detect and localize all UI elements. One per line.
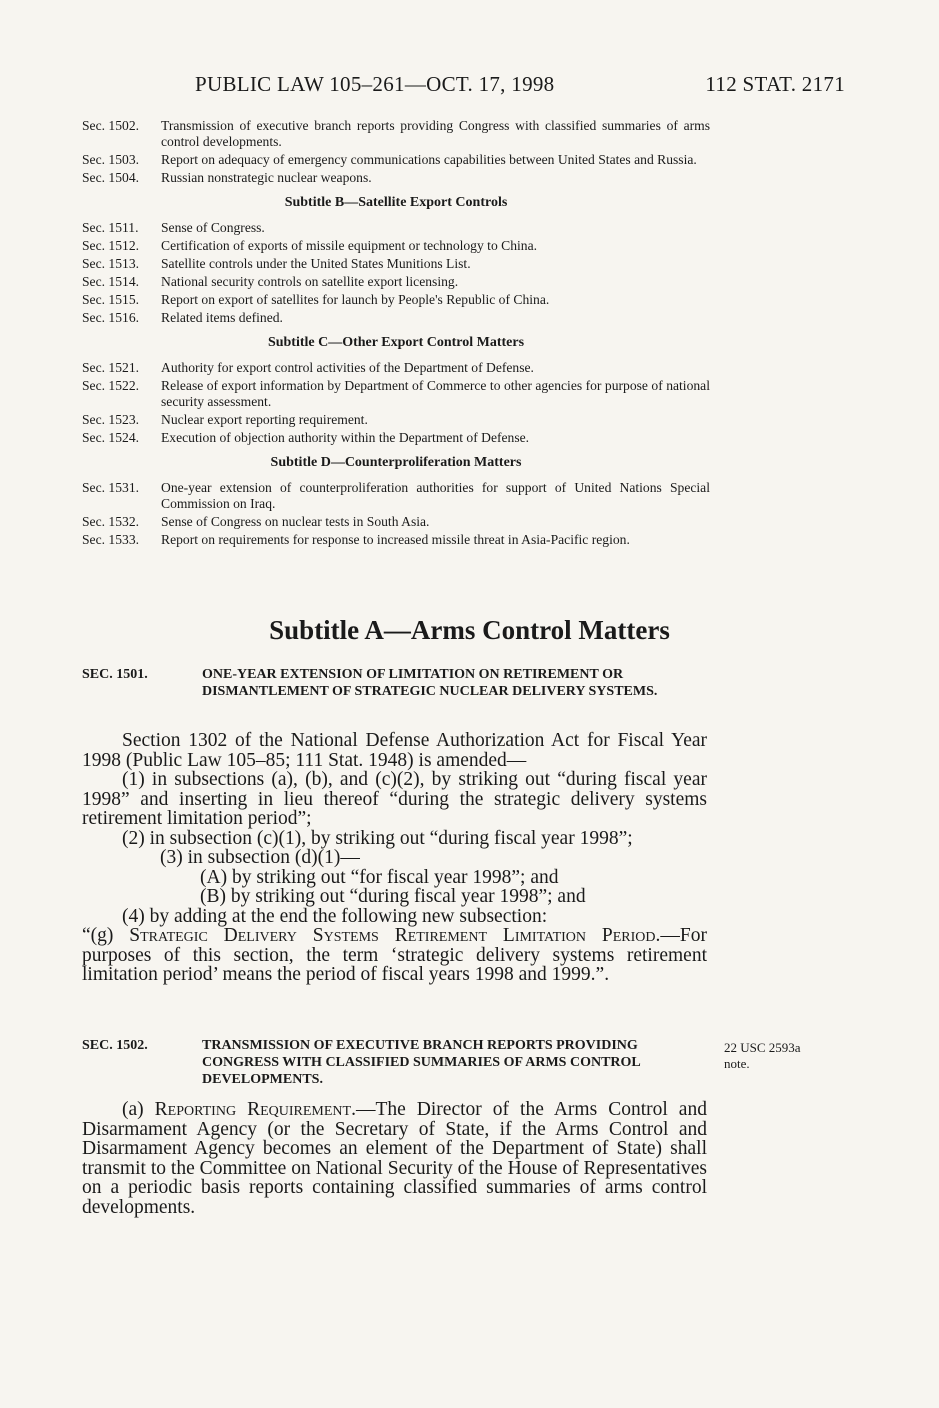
toc-item-number: Sec. 1511. [82, 220, 139, 235]
toc-group-subtitle-c [82, 360, 710, 446]
section-1502-heading [82, 1037, 710, 1088]
toc-item [82, 220, 710, 236]
section-1502-subsection-a [82, 1100, 707, 1217]
toc-item-number: Sec. 1516. [82, 310, 140, 325]
toc-subtitle-d: Subtitle D—Counterproliferation Matters [270, 455, 522, 470]
section-1501-subsection-g [82, 926, 707, 985]
toc-item [82, 170, 710, 186]
toc-item-number: Sec. 1502. [82, 118, 140, 133]
section-1501-para-3a: (A) by striking out “for fiscal year 1998”; and [200, 866, 559, 888]
section-1501-para-3: (3) in subsection (d)(1)— [160, 847, 360, 868]
toc-item [82, 532, 710, 548]
toc-item-title: Execution of objection authority within the Department of Defense. [161, 430, 530, 445]
section-1501-number: SEC. 1501. [82, 667, 148, 682]
toc-item-number: Sec. 1523. [82, 412, 140, 427]
toc-item-title: One-year extension of counterproliferation authorities for support of United Nations Special Commission on Iraq. [161, 480, 710, 511]
table-of-contents [82, 118, 710, 550]
toc-item-number: Sec. 1524. [82, 430, 140, 445]
toc-item-number: Sec. 1531. [82, 480, 140, 495]
running-head-law: PUBLIC LAW 105–261—OCT. 17, 1998 [195, 72, 555, 96]
toc-item-number: Sec. 1522. [82, 378, 140, 393]
toc-item-number: Sec. 1514. [82, 274, 140, 289]
toc-group-subtitle-b [82, 220, 710, 326]
toc-item-title: Report on requirements for response to increased missile threat in Asia-Pacific region. [161, 532, 630, 547]
section-1501-para-1: (1) in subsections (a), (b), and (c)(2), by striking out “during fiscal year 1998” and inserting in lieu thereof “during the strategic delivery systems retirement limitation period”; [82, 769, 707, 829]
toc-item-number: Sec. 1533. [82, 532, 140, 547]
subsection-a-text: —The Director of the Arms Control and Disarmament Agency (or the Secretary of State, if the Arms Control and Disarmament Agency becomes an element of the Department of State) shall transmit to the Committee on National Security of the House of Representatives on a periodic basis reports containing classified summaries of arms control developments. [82, 1099, 707, 1218]
section-1501-intro: Section 1302 of the National Defense Authorization Act for Fiscal Year 1998 (Public Law 105–85; 111 Stat. 1948) is amended— [82, 730, 707, 771]
toc-item [82, 480, 710, 512]
toc-item [82, 514, 710, 530]
toc-item-number: Sec. 1515. [82, 292, 140, 307]
toc-item-number: Sec. 1504. [82, 170, 140, 185]
subsection-g-open: “(g) [82, 925, 130, 946]
toc-item-title: Release of export information by Department of Commerce to other agencies for purpose of national security assessment. [161, 378, 710, 409]
toc-item-title: Report on adequacy of emergency communications capabilities between United States and Russia. [161, 152, 697, 167]
toc-item [82, 274, 710, 290]
section-1501-title: ONE-YEAR EXTENSION OF LIMITATION ON RETIREMENT OR DISMANTLEMENT OF STRATEGIC NUCLEAR DELIVERY SYSTEMS. [202, 667, 658, 699]
toc-item-number: Sec. 1512. [82, 238, 140, 253]
running-head [195, 72, 845, 102]
toc-group-subtitle-d [82, 480, 710, 548]
toc-item [82, 292, 710, 308]
margin-note [724, 1040, 801, 1072]
subsection-g-heading: Strategic Delivery Systems Retirement Limitation Period. [129, 925, 661, 946]
toc-item-number: Sec. 1503. [82, 152, 140, 167]
toc-item-title: National security controls on satellite export licensing. [161, 274, 459, 289]
subsection-a-open: (a) [122, 1099, 155, 1120]
toc-item [82, 310, 710, 326]
toc-item-number: Sec. 1513. [82, 256, 140, 271]
toc-item-title: Nuclear export reporting requirement. [161, 412, 368, 427]
toc-item [82, 256, 710, 272]
toc-item [82, 412, 710, 428]
toc-item [82, 152, 710, 168]
toc-item-title: Certification of exports of missile equipment or technology to China. [161, 238, 538, 253]
toc-item-title: Report on export of satellites for launch by People's Republic of China. [161, 292, 550, 307]
subsection-g-text: —For purposes of this section, the term ‘strategic delivery systems retirement limitation period’ means the period of fiscal years 1998 and 1999.”. [82, 925, 707, 985]
toc-item-number: Sec. 1532. [82, 514, 140, 529]
section-1501-para-2: (2) in subsection (c)(1), by striking out “during fiscal year 1998”; [122, 827, 633, 849]
subsection-a-heading: Reporting Requirement. [154, 1099, 356, 1120]
section-1501-para-4: (4) by adding at the end the following new subsection: [122, 905, 548, 927]
toc-subtitle-b: Subtitle B—Satellite Export Controls [284, 195, 508, 210]
toc-item-title: Satellite controls under the United States Munitions List. [161, 256, 471, 271]
toc-item [82, 238, 710, 254]
running-head-stat: 112 STAT. 2171 [705, 72, 845, 96]
toc-item-title: Sense of Congress on nuclear tests in South Asia. [161, 514, 430, 529]
toc-item-title: Russian nonstrategic nuclear weapons. [161, 170, 372, 185]
toc-item-title: Transmission of executive branch reports providing Congress with classified summaries of arms control developments. [161, 118, 710, 149]
toc-item [82, 118, 710, 150]
section-1501-body [82, 731, 707, 985]
section-1502-title: TRANSMISSION OF EXECUTIVE BRANCH REPORTS PROVIDING CONGRESS WITH CLASSIFIED SUMMARIES OF ARMS CONTROL DEVELOPMENTS. [202, 1038, 640, 1087]
subtitle-heading: Subtitle A—Arms Control Matters [269, 615, 670, 645]
margin-note-citation: 22 USC 2593a [724, 1040, 801, 1055]
toc-item-title: Sense of Congress. [161, 220, 265, 235]
toc-item [82, 360, 710, 376]
section-1501-heading [82, 666, 710, 700]
margin-note-label: note. [724, 1056, 750, 1071]
toc-item-title: Authority for export control activities of the Department of Defense. [161, 360, 534, 375]
toc-subtitle-c: Subtitle C—Other Export Control Matters [267, 335, 525, 350]
section-1502-body [82, 1100, 707, 1217]
toc-item-title: Related items defined. [161, 310, 283, 325]
toc-item [82, 430, 710, 446]
section-1501-para-3b: (B) by striking out “during fiscal year 1998”; and [200, 886, 586, 907]
toc-group-subtitle-a [82, 118, 710, 186]
section-1502-number: SEC. 1502. [82, 1038, 148, 1053]
toc-item [82, 378, 710, 410]
toc-item-number: Sec. 1521. [82, 360, 140, 375]
